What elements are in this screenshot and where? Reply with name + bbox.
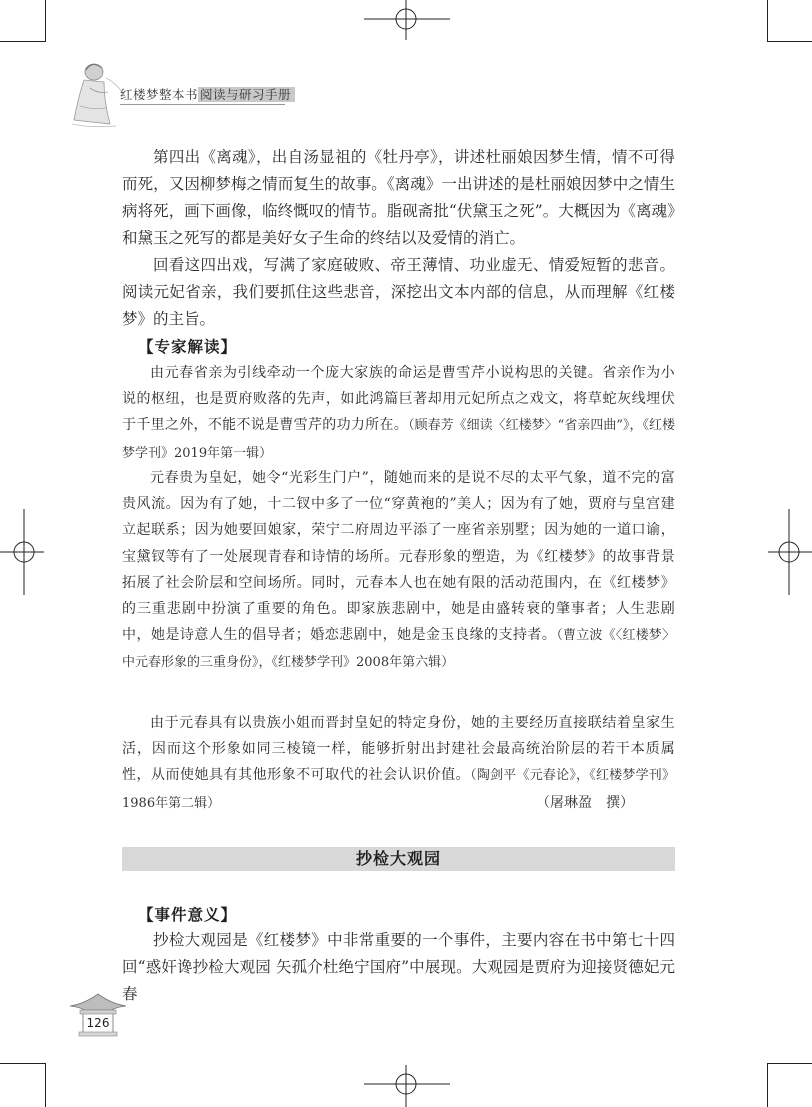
author-signature: （屠琳盈 撰） [536,795,634,811]
crop-mark-top-left-h [0,41,46,42]
paragraph-four-plays: 回看这四出戏，写满了家庭破败、帝王薄情、功业虚无、情爱短暂的悲音。阅读元妃省亲，我们要抓住这些悲音，深挖出文本内部的信息，从而理解《红楼梦》的主旨。 [122,256,675,328]
running-header-highlight: 阅读与研习手册 [198,87,295,102]
expert-quote-3-text: 由于元春具有以贵族小姐而晋封皇妃的特定身份，她的主要经历直接联结着皇家生活，因而这个形象如同三棱镜一样，能够折射出封建社会最高统治阶层的若干本质属性，从而使她具有其他形象不可取代的社会认识价值。 [122,715,675,784]
event-significance-heading: 【事件意义】 [138,906,238,924]
crop-mark-top-right-h [767,41,812,42]
section-title: 抄检大观园 [355,849,441,868]
running-header-rule [120,104,285,105]
expert-quote-3-citation: （陶剑平《元春论》，《红楼梦学刊》1986年第二辑） [122,768,675,811]
expert-quote-1 [122,360,675,467]
registration-mark-top-icon [364,0,450,40]
expert-quote-2-text: 元春贵为皇妃，她令“光彩生门户”，随她而来的是说不尽的太平气象，道不完的富贵风流。因为有了她，十二钗中多了一位“穿黄袍的”美人；因为有了她，贾府与皇宫建立起联系；因为她要回娘家，荣宁二府周边平添了一座省亲别墅；因为她的一道口谕，宝黛钗等有了一处展现青春和诗情的场所。元春形象的塑造，为《红楼梦》的故事背景拓展了社会阶层和空间场所。同时，元春本人也在她有限的活动范围内，在《红楼梦》的三重悲剧中扮演了重要的角色。即家族悲剧中，她是由盛转衰的肇事者；人生悲剧中，她是诗意人生的倡导者；婚恋悲剧中，她是金玉良缘的支持者。 [122,470,675,644]
registration-mark-left-icon [0,509,44,595]
expert-quote-1-text: 由元春省亲为引线牵动一个庞大家族的命运是曹雪芹小说构思的关键。省亲作为小说的枢纽，也是贾府败落的先声，如此鸿篇巨著却用元妃所点之戏文，将草蛇灰线埋伏于千里之外，不能不说是曹雪芹的功力所在。 [122,365,675,434]
paragraph-search-garden: 抄检大观园是《红楼梦》中非常重要的一个事件，主要内容在书中第七十四回“惑奸谗抄检大观园 矢孤介杜绝宁国府”中展现。大观园是贾府为迎接贤德妃元春 [122,931,675,1003]
page-number: 126 [86,1016,110,1030]
crop-mark-top-right-v [767,0,768,42]
pavilion-icon [66,990,130,1040]
crop-mark-top-left-v [45,0,46,42]
expert-reading-heading: 【专家解读】 [138,338,238,356]
crop-mark-bottom-right-h [767,1063,812,1064]
running-header-main: 红楼梦整本书 [120,87,199,102]
paragraph-li-hun: 第四出《离魂》，出自汤显祖的《牡丹亭》，讲述杜丽娘因梦生情，情不可得而死，又因柳梦梅之情而复生的故事。《离魂》一出讲述的是杜丽娘因梦中之情生病将死，画下画像，临终慨叹的情节。脂砚斋批“伏黛玉之死”。大概因为《离魂》和黛玉之死写的都是美好女子生命的终结以及爱情的消亡。 [122,148,675,247]
registration-mark-bottom-icon [364,1065,450,1107]
expert-quote-2-citation: （曹立波《〈红楼梦〉中元春形象的三重身份》，《红楼梦学刊》2008年第六辑） [122,628,675,671]
crop-mark-bottom-right-v [767,1063,768,1107]
page-number-ornament [66,990,130,1040]
section-title-bar [122,847,675,871]
running-header-title [120,86,295,104]
expert-quote-2 [122,465,675,677]
crop-mark-bottom-left-h [0,1063,46,1064]
crop-mark-bottom-left-v [45,1063,46,1107]
expert-quote-1-citation: （顾春芳《细读〈红楼梦〉“省亲四曲”》，《红楼梦学刊》2019年第一辑） [122,418,676,461]
registration-mark-right-icon [768,509,812,595]
